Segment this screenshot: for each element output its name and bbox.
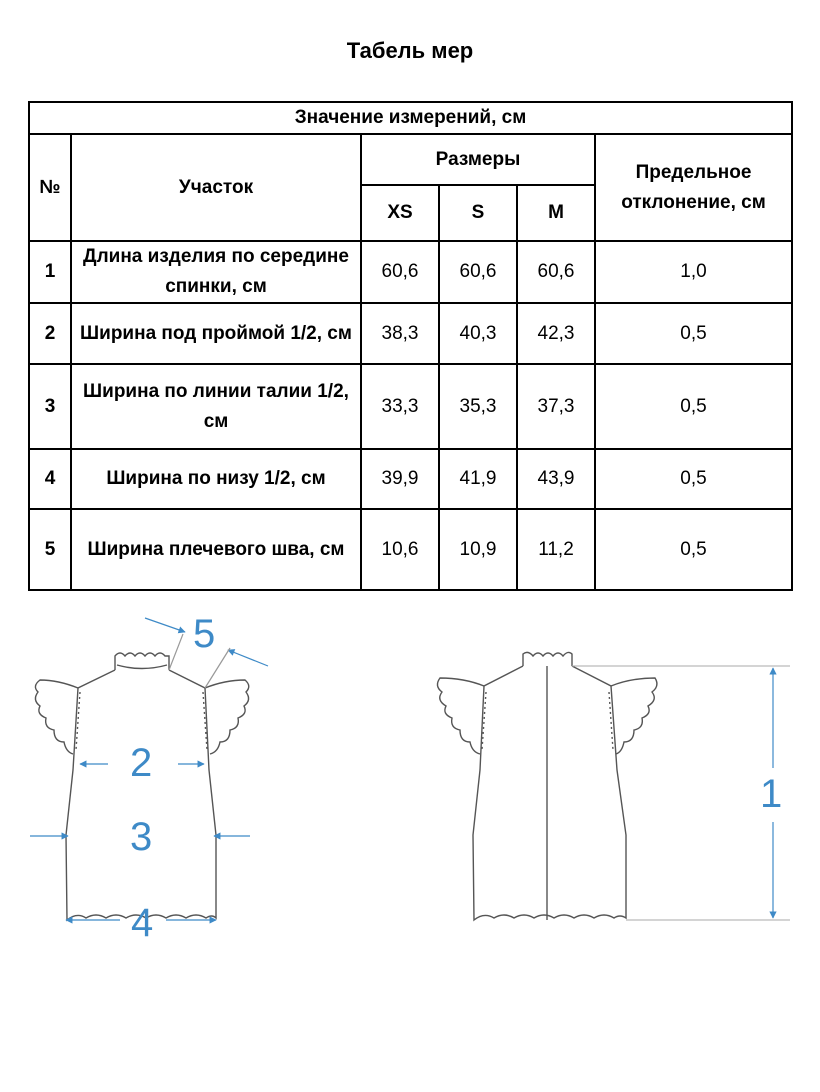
header-size-s: S bbox=[439, 185, 517, 241]
table-row bbox=[29, 241, 792, 303]
table-row bbox=[29, 303, 792, 364]
row-value-s: 41,9 bbox=[439, 449, 517, 509]
page-title: Табель мер bbox=[346, 38, 474, 63]
header-area: Участок bbox=[71, 134, 361, 241]
row-value-s: 40,3 bbox=[439, 303, 517, 364]
row-area: Длина изделия по середине спинки, см bbox=[71, 241, 361, 303]
measure-label-2: 2 bbox=[130, 741, 153, 785]
row-number: 5 bbox=[29, 509, 71, 590]
header-size-xs: XS bbox=[361, 185, 439, 241]
measure-label-3: 3 bbox=[130, 815, 153, 859]
table-caption: Значение измерений, см bbox=[29, 102, 792, 134]
row-value-s: 10,9 bbox=[439, 509, 517, 590]
row-tolerance: 0,5 bbox=[595, 509, 792, 590]
table-row bbox=[29, 449, 792, 509]
row-number: 3 bbox=[29, 364, 71, 449]
row-value-xs: 38,3 bbox=[361, 303, 439, 364]
row-area: Ширина плечевого шва, см bbox=[71, 509, 361, 590]
row-value-xs: 10,6 bbox=[361, 509, 439, 590]
row-value-m: 60,6 bbox=[517, 241, 595, 303]
measure-label-1: 1 bbox=[760, 772, 783, 816]
row-value-xs: 39,9 bbox=[361, 449, 439, 509]
row-value-s: 35,3 bbox=[439, 364, 517, 449]
row-tolerance: 1,0 bbox=[595, 241, 792, 303]
measurements-table bbox=[28, 101, 793, 591]
row-number: 4 bbox=[29, 449, 71, 509]
row-tolerance: 0,5 bbox=[595, 449, 792, 509]
row-area: Ширина по линии талии 1/2, см bbox=[71, 364, 361, 449]
row-tolerance: 0,5 bbox=[595, 303, 792, 364]
row-value-m: 42,3 bbox=[517, 303, 595, 364]
header-size-m: M bbox=[517, 185, 595, 241]
row-value-m: 37,3 bbox=[517, 364, 595, 449]
back-view-illustration bbox=[437, 652, 656, 920]
row-area: Ширина под проймой 1/2, см bbox=[71, 303, 361, 364]
header-sizes: Размеры bbox=[361, 134, 595, 185]
table-row bbox=[29, 509, 792, 590]
measure-label-4: 4 bbox=[131, 901, 154, 945]
row-value-xs: 33,3 bbox=[361, 364, 439, 449]
table-row bbox=[29, 364, 792, 449]
row-number: 2 bbox=[29, 303, 71, 364]
row-value-m: 43,9 bbox=[517, 449, 595, 509]
row-value-xs: 60,6 bbox=[361, 241, 439, 303]
header-tolerance: Предельное отклонение, см bbox=[595, 134, 792, 241]
measure-label-5: 5 bbox=[193, 612, 216, 656]
garment-diagram bbox=[0, 600, 820, 960]
row-area: Ширина по низу 1/2, см bbox=[71, 449, 361, 509]
header-number: № bbox=[29, 134, 71, 241]
row-value-m: 11,2 bbox=[517, 509, 595, 590]
row-tolerance: 0,5 bbox=[595, 364, 792, 449]
row-number: 1 bbox=[29, 241, 71, 303]
row-value-s: 60,6 bbox=[439, 241, 517, 303]
front-view-illustration bbox=[35, 653, 248, 920]
back-measurement-arrow bbox=[572, 666, 790, 920]
